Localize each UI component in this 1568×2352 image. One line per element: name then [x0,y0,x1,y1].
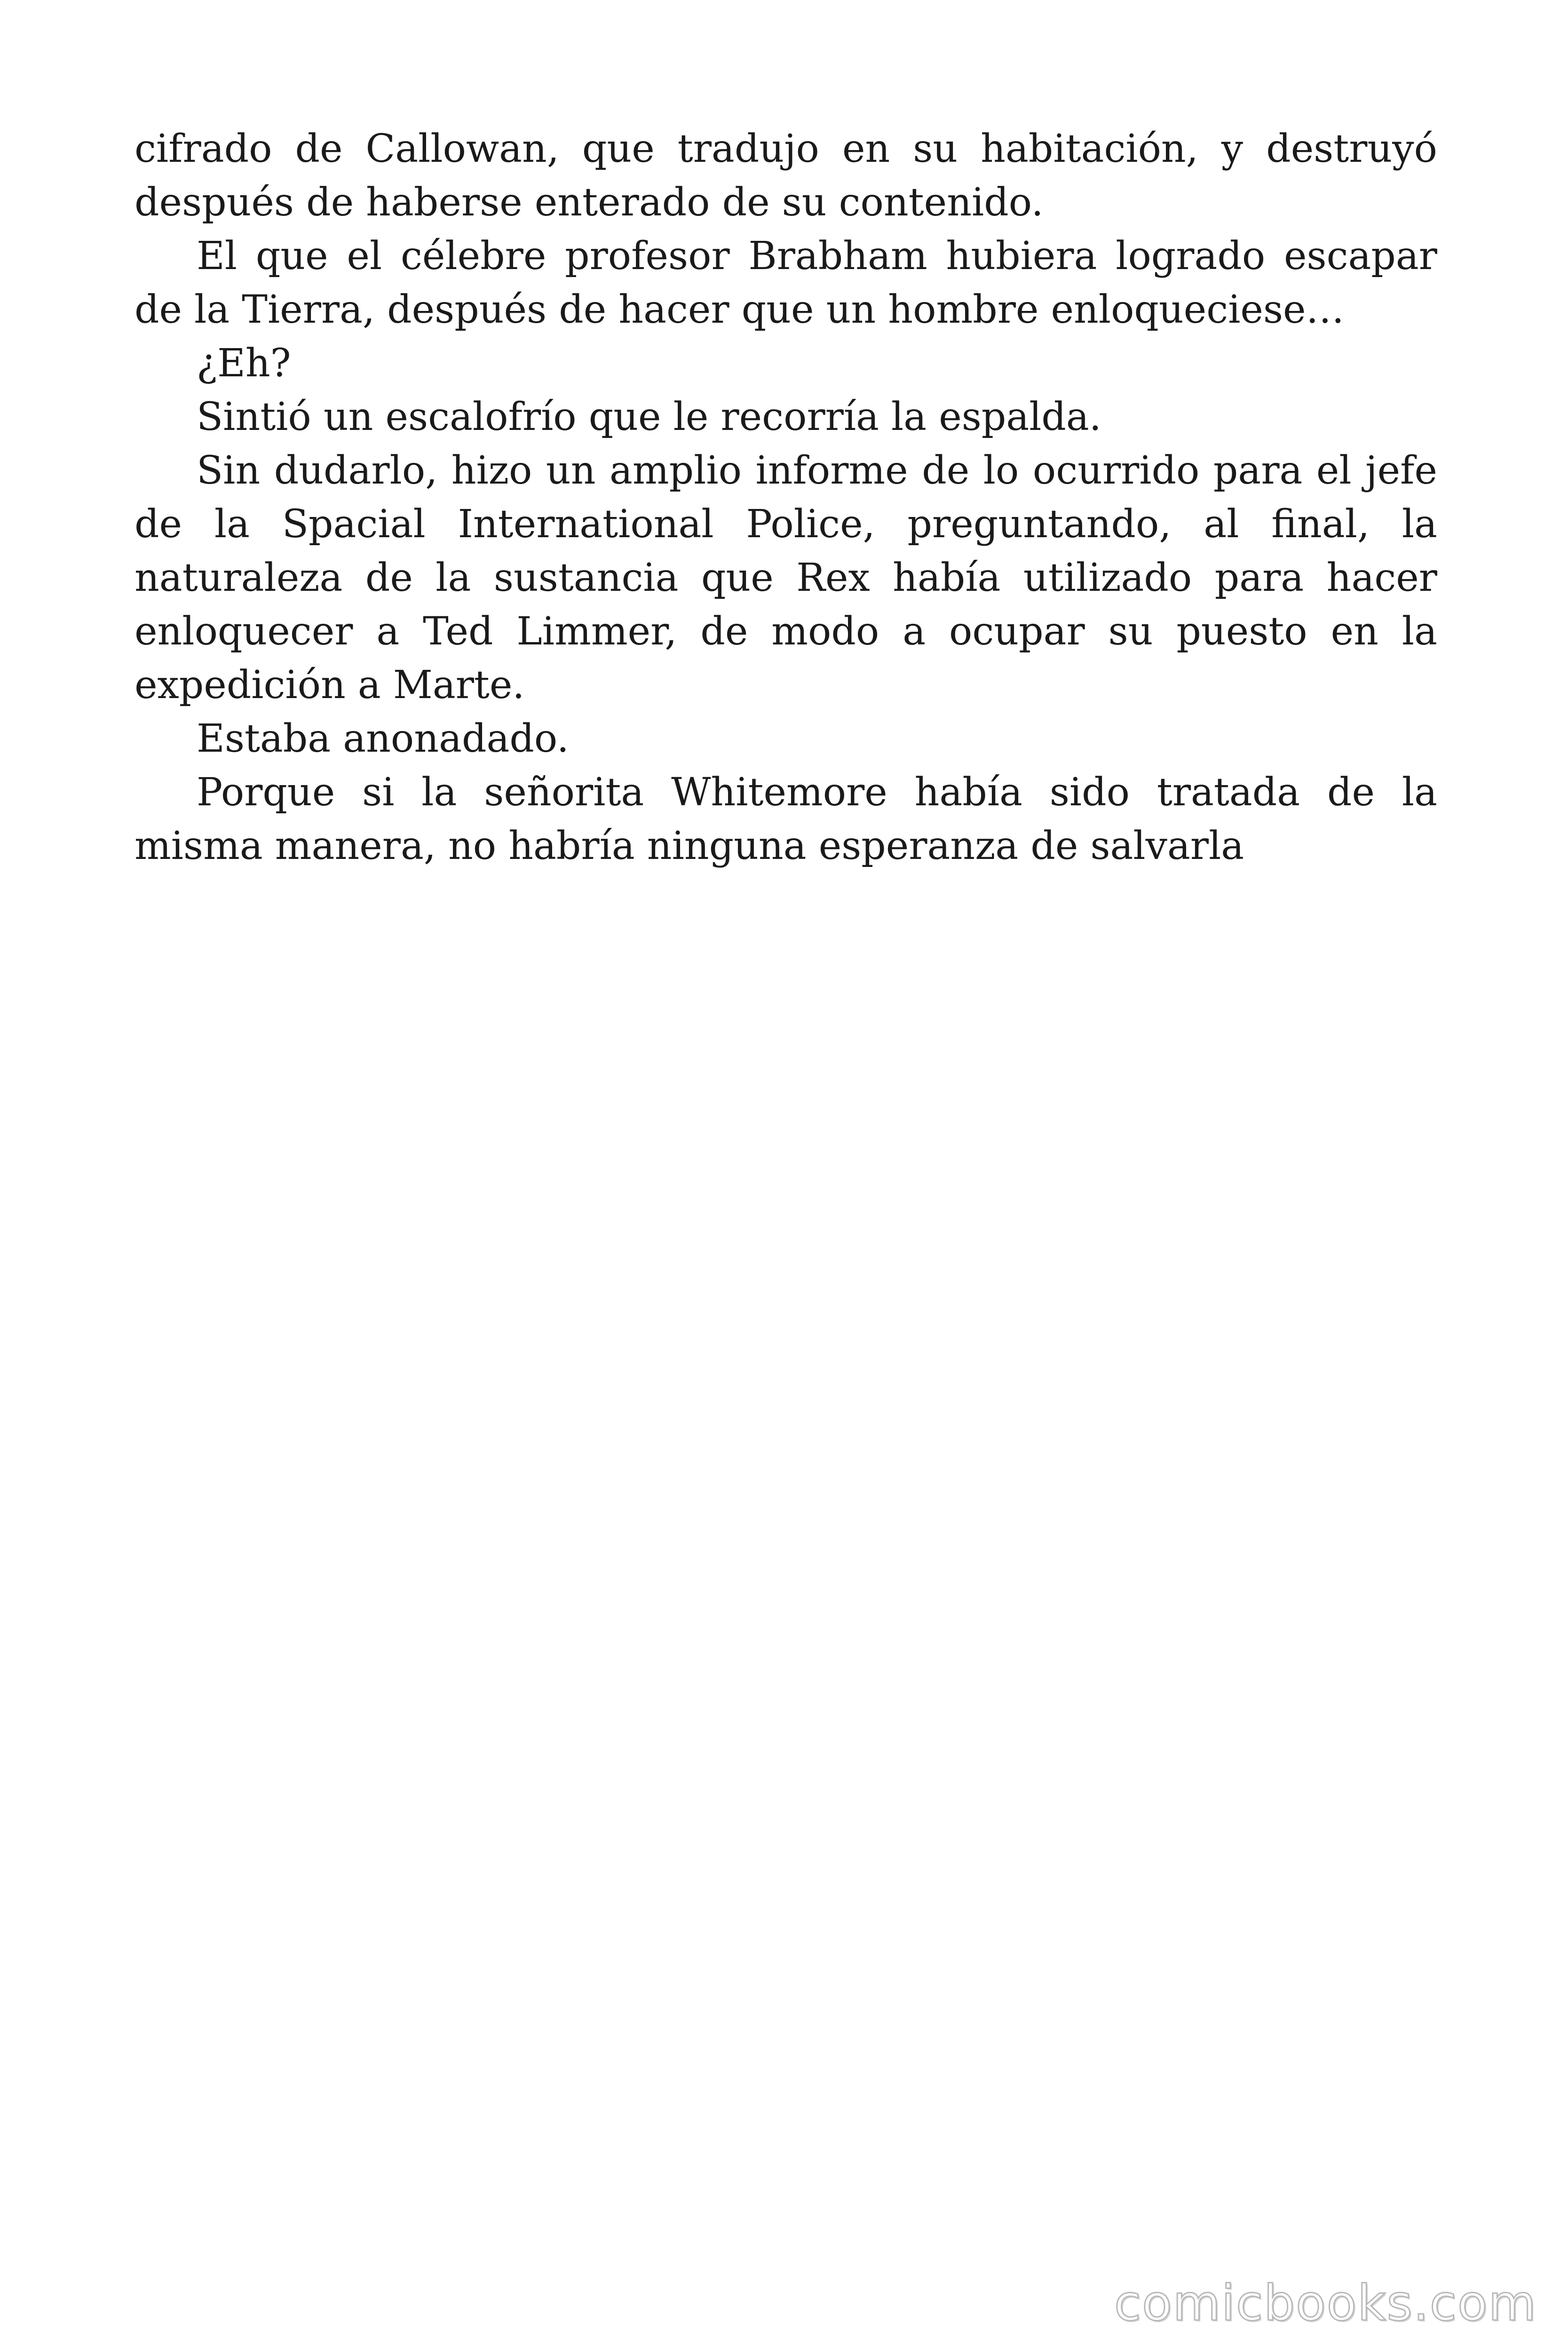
paragraph-2: El que el célebre profesor Brabham hubiera logrado escapar de la Tierra, después de hacer que un hombre enloqueciese… [135,234,1437,332]
paragraph-5: Sin dudarlo, hizo un amplio informe de lo ocurrido para el jefe de la Spacial International Police, preguntando, al final, la naturaleza de la sustancia que Rex había utilizado para hacer enloquecer a Ted Limmer, de modo a ocupar su puesto en la expedición a Marte. [135,448,1437,707]
paragraph-4: Sintió un escalofrío que le recorría la espalda. [197,395,1101,439]
paragraph-3: ¿Eh? [197,341,291,386]
paragraph-1: cifrado de Callowan, que tradujo en su habitación, y destruyó después de haberse enterado de su contenido. [135,127,1437,225]
paragraph-6: Estaba anonadado. [197,716,569,761]
watermark-text: comicbooks.com [1114,2274,1537,2332]
body-text [135,122,1437,873]
paragraph-7: Porque si la señorita Whitemore había sido tratada de la misma manera, no habría ninguna esperanza de salvarla [135,770,1437,868]
